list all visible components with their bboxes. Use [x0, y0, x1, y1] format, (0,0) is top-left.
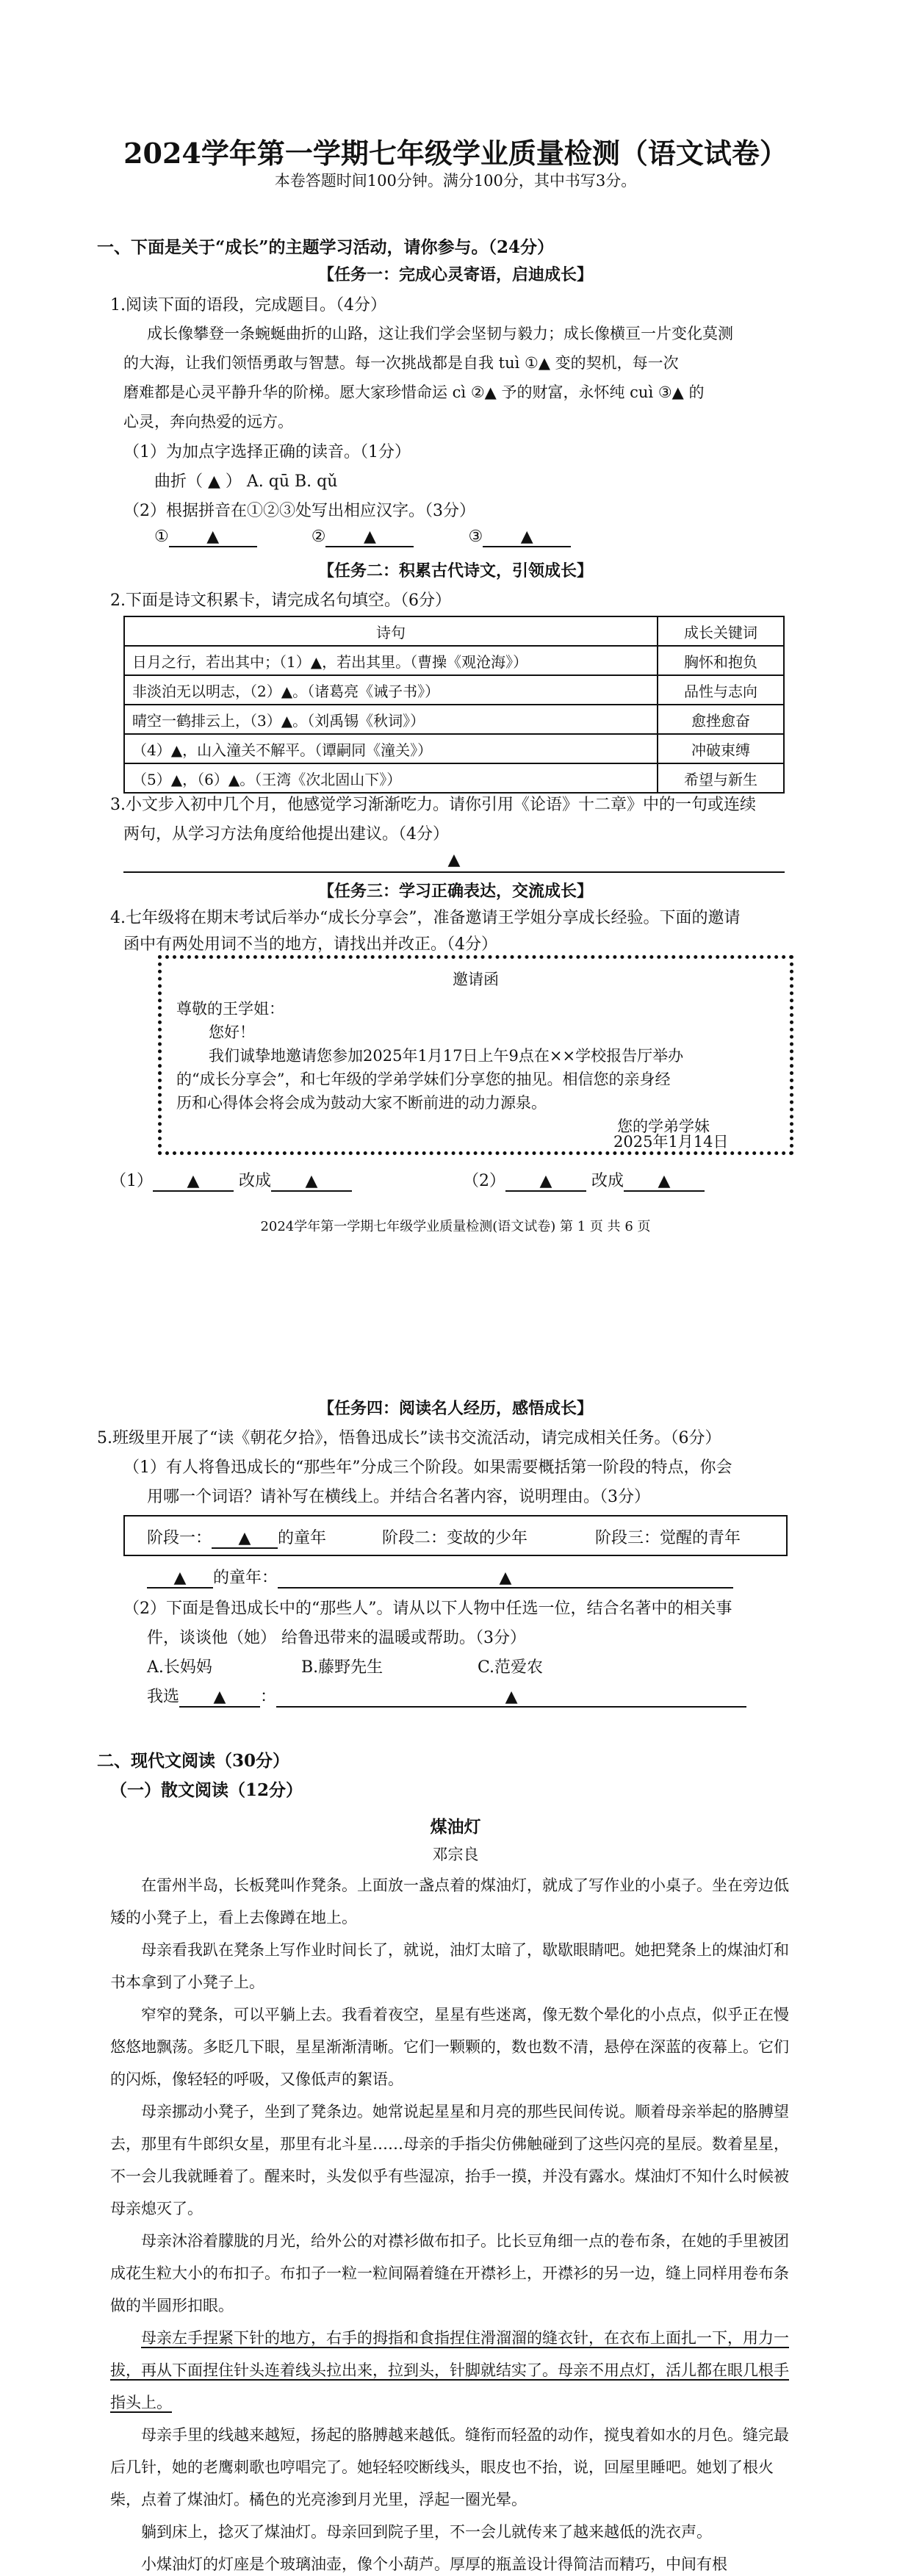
q3-line: 3.小文步入初中几个月，他感觉学习渐渐吃力。请你引用《论语》十二章》中的一句或连续	[110, 796, 756, 814]
stage-3: 阶段三：觉醒的青年	[595, 1529, 741, 1547]
invitation-body: 的“成长分享会”，和七年级的学弟学妹们分享您的抽见。相信您的亲身经	[176, 1071, 671, 1088]
reason-lead: 的童年：	[213, 1569, 278, 1587]
q1-passage-line: 成长像攀登一条蜿蜒曲折的山路，这让我们学会坚韧与毅力；成长像横亘一片变化莫测	[147, 325, 733, 342]
answer-blank[interactable]: ▲	[278, 1569, 733, 1589]
essay-paragraph: 小煤油灯的灯座是个玻璃油壶，像个小葫芦。厚厚的瓶盖设计得简洁而精巧，中间有根	[141, 2555, 727, 2573]
blank-label: ③	[468, 528, 483, 546]
q4-line: 4.七年级将在期末考试后举办“成长分享会”，准备邀请王学姐分享成长经验。下面的邀请	[110, 909, 741, 927]
keyword-cell: 希望与新生	[658, 763, 784, 793]
option-c[interactable]: C.范爱农	[478, 1658, 544, 1677]
q5-sub1-line: （1）有人将鲁迅成长的“那些年”分成三个阶段。如果需要概括第一阶段的特点，你会	[123, 1458, 732, 1477]
q1-sub1-options: 曲折（ ▲ ） A. qū B. qǔ	[154, 472, 338, 491]
q2-stem: 2.下面是诗文积累卡，请完成名句填空。（6分）	[110, 591, 451, 610]
poem-line-cell[interactable]: 晴空一鹤排云上，（3）▲。（刘禹锡《秋词》）	[124, 705, 658, 734]
q1-passage-line: 心灵，奔向热爱的远方。	[123, 413, 293, 431]
table-row	[124, 705, 784, 734]
q1-stem: 1.阅读下面的语段，完成题目。（4分）	[110, 296, 386, 314]
invitation-salutation: 尊敬的王学姐：	[176, 1000, 284, 1018]
q3-line: 两句，从学习方法角度给他提出建议。（4分）	[123, 825, 449, 843]
q1-answer-blanks	[154, 528, 571, 547]
essay-paragraph: 窄窄的凳条，可以平躺上去。我看着夜空，星星有些迷离，像无数个晕化的小点点，似乎正在慢悠悠地飘荡。多眨几下眼，星星渐渐清晰。它们一颗颗的，数也数不清，悬停在深蓝的夜幕上。它们的闪烁，像轻轻的呼吸，又像低声的絮语。	[110, 2006, 789, 2088]
invitation-title: 邀请函	[453, 971, 499, 988]
essay-body	[110, 1869, 801, 2575]
q5-sub2-line: （2）下面是鲁迅成长中的“那些人”。请从以下人物中任选一位，结合名著中的相关事	[123, 1600, 732, 1618]
invitation-letter-box	[158, 955, 793, 1155]
table-row	[124, 763, 784, 793]
invitation-body: 历和心得体会将会成为鼓动大家不断前进的动力源泉。	[176, 1094, 547, 1112]
poem-line-cell[interactable]: 日月之行，若出其中；（1）▲，若出其里。（曹操《观沧海》）	[124, 646, 658, 675]
answer-label: （1）	[110, 1172, 153, 1190]
change-label: 改成	[591, 1172, 624, 1190]
growth-stages-box	[123, 1515, 788, 1556]
essay-title: 煤油灯	[430, 1817, 481, 1837]
essay-paragraph: 母亲沐浴着朦胧的月光，给外公的对襟衫做布扣子。比长豆角细一点的卷布条，在她的手里被团成花生粒大小的布扣子。布扣子一粒一粒间隔着缝在开襟衫上，开襟衫的另一边，缝上同样用卷布条做的半圆形扣眼。	[110, 2232, 789, 2314]
keyword-cell: 冲破束缚	[658, 734, 784, 763]
answer-blank[interactable]: ▲	[212, 1529, 278, 1549]
q5-sub1-line: 用哪一个词语？请补写在横线上。并结合名著内容，说明理由。（3分）	[147, 1488, 650, 1506]
table-header-row	[124, 616, 784, 646]
answer-blank[interactable]: ▲	[179, 1688, 260, 1708]
q1-sub2: （2）根据拼音在①②③处写出相应汉字。（3分）	[123, 502, 475, 520]
q5-stem: 5.班级里开展了“读《朝花夕拾》，悟鲁迅成长”读书交流活动，请完成相关任务。（6分）	[97, 1429, 721, 1447]
exam-title: 2024学年第一学期七年级学业质量检测（语文试卷）	[123, 137, 788, 170]
essay-paragraph: 母亲看我趴在凳条上写作业时间长了，就说，油灯太暗了，歇歇眼睛吧。她把凳条上的煤油灯和书本拿到了小凳子上。	[110, 1941, 789, 1991]
essay-author: 邓宗良	[432, 1846, 479, 1863]
answer-blank[interactable]: ▲	[276, 1688, 746, 1708]
poem-line-cell[interactable]: 非淡泊无以明志，（2）▲。（诸葛亮《诫子书》）	[124, 675, 658, 705]
choose-line: 我选 ▲ ： ▲	[147, 1684, 746, 1708]
part-1-heading: （一）散文阅读（12分）	[110, 1780, 303, 1800]
q1-passage-line: 磨难都是心灵平静升华的阶梯。愿大家珍惜命运 cì ②▲ 予的财富，永怀纯 cuì ③▲ 的	[123, 384, 705, 401]
answer-blank[interactable]: ▲	[483, 528, 571, 547]
q1-passage-line: 的大海，让我们领悟勇敢与智慧。每一次挑战都是自我 tuì ①▲ 变的契机，每一次	[123, 354, 679, 372]
poem-line-cell[interactable]: （5）▲，（6）▲。（王湾《次北固山下》）	[124, 763, 658, 793]
table-row	[124, 675, 784, 705]
q4-line: 函中有两处用词不当的地方，请找出并改正。（4分）	[123, 935, 497, 954]
page-footer: 2024学年第一学期七年级学业质量检测(语文试卷) 第 1 页 共 6 页	[260, 1219, 651, 1234]
poem-line-cell[interactable]: （4）▲，山入潼关不解平。（谭嗣同《潼关》）	[124, 734, 658, 763]
stage-1-suffix: 的童年	[278, 1529, 327, 1547]
stage-1-label: 阶段一：	[147, 1529, 212, 1547]
answer-blank[interactable]: ▲	[325, 528, 414, 547]
answer-blank[interactable]: ▲	[169, 528, 257, 547]
table-header: 成长关键词	[658, 616, 784, 646]
section-2-heading: 二、现代文阅读（30分）	[97, 1751, 290, 1771]
change-label: 改成	[239, 1172, 272, 1190]
essay-paragraph-underlined: 母亲左手捏紧下针的地方，右手的拇指和食指捏住滑溜溜的缝衣针，在衣布上面扎一下，用力一拔，再从下面捏住针头连着线头拉出来，拉到头，针脚就结实了。母亲不用点灯，活儿都在眼几根手指头上。	[110, 2329, 789, 2411]
answer-blank[interactable]: ▲	[271, 1172, 352, 1192]
answer-blank[interactable]: ▲	[505, 1172, 586, 1192]
blank-label: ②	[311, 528, 326, 546]
essay-paragraph: 母亲挪动小凳子，坐到了凳条边。她常说起星星和月亮的那些民间传说。顺着母亲举起的胳膊望去，那里有牛郎织女星，那里有北斗星……母亲的手指尖仿佛触碰到了这些闪亮的星辰。数着星星，不一会儿我就睡着了。醒来时，头发似乎有些湿凉，抬手一摸，并没有露水。煤油灯不知什么时候被母亲熄灭了。	[110, 2103, 789, 2217]
keyword-cell: 品性与志向	[658, 675, 784, 705]
essay-paragraph: 母亲手里的线越来越短，扬起的胳膊越来越低。缝衔而轻盈的动作，搅曳着如水的月色。缝完最后几针，她的老鹰刺歌也哼唱完了。她轻轻咬断线头，眼皮也不抬，说，回屋里睡吧。她划了根火柴，点着了煤油灯。橘色的光亮渗到月光里，浮起一圈光晕。	[110, 2426, 789, 2508]
q5-reason-line	[147, 1565, 733, 1589]
keyword-cell: 胸怀和抱负	[658, 646, 784, 675]
blank-label: ①	[154, 528, 169, 546]
table-row	[124, 646, 784, 675]
answer-blank[interactable]: ▲	[147, 1569, 213, 1589]
stage-1	[147, 1525, 326, 1549]
choose-label: 我选	[147, 1688, 180, 1706]
answer-blank[interactable]: ▲	[153, 1172, 234, 1192]
keyword-cell: 愈挫愈奋	[658, 705, 784, 734]
q4-answer-1	[110, 1168, 352, 1192]
invitation-greeting: 您好！	[209, 1023, 255, 1041]
section-1-heading: 一、下面是关于“成长”的主题学习活动，请你参与。（24分）	[97, 237, 554, 257]
essay-paragraph: 躺到床上，捻灭了煤油灯。母亲回到院子里，不一会儿就传来了越来越低的洗衣声。	[141, 2523, 712, 2541]
task-1-heading: 【任务一：完成心灵寄语，启迪成长】	[317, 265, 593, 284]
table-header: 诗句	[124, 616, 658, 646]
option-b[interactable]: B.藤野先生	[301, 1658, 384, 1677]
invitation-date: 2025年1月14日	[613, 1133, 729, 1151]
invitation-signature: 您的学弟学妹	[617, 1118, 710, 1135]
essay-paragraph: 在雷州半岛，长板凳叫作凳条。上面放一盏点着的煤油灯，就成了写作业的小桌子。坐在旁边低矮的小凳子上，看上去像蹲在地上。	[110, 1877, 789, 1926]
task-3-heading: 【任务三：学习正确表达，交流成长】	[317, 882, 593, 901]
exam-subtitle: 本卷答题时间100分钟。满分100分，其中书写3分。	[274, 172, 637, 190]
stage-2: 阶段二：变故的少年	[382, 1529, 528, 1547]
option-a[interactable]: A.长妈妈	[147, 1658, 212, 1677]
table-row	[124, 734, 784, 763]
q5-sub2-line: 件，谈谈他（她） 给鲁迅带来的温暖或帮助。（3分）	[147, 1629, 526, 1647]
invitation-body: 我们诚挚地邀请您参加2025年1月17日上午9点在××学校报告厅举办	[209, 1047, 684, 1065]
answer-label: （2）	[463, 1172, 505, 1190]
poem-card-table	[123, 616, 785, 794]
answer-blank[interactable]: ▲	[624, 1172, 705, 1192]
q4-answer-2	[463, 1168, 705, 1192]
q1-sub1: （1）为加点字选择正确的读音。（1分）	[123, 443, 411, 461]
task-2-heading: 【任务二：积累古代诗文，引领成长】	[317, 561, 593, 580]
task-4-heading: 【任务四：阅读名人经历，感悟成长】	[317, 1399, 593, 1418]
q3-answer-line[interactable]: ▲	[123, 851, 785, 873]
